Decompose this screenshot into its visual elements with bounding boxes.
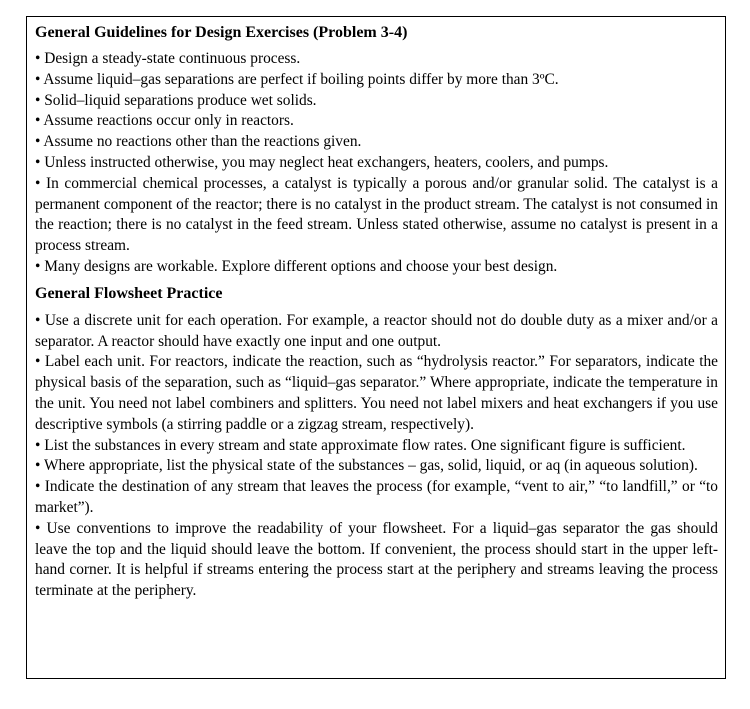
flowsheet-list bbox=[35, 311, 718, 602]
guidelines-list bbox=[35, 49, 718, 278]
list-item: • Assume reactions occur only in reactors. bbox=[35, 112, 294, 130]
section-title-flowsheet: General Flowsheet Practice bbox=[35, 284, 223, 302]
list-item: • Label each unit. For reactors, indicate the reaction, such as “hydrolysis reactor.” For separators, indicate the physical basis of the separation, such as “liquid–gas separator.” Where appropriate, indicate the temperature in the unit. You need not label combiners and splitters. You need not label mixers and heat exchangers if you use descriptive symbols (a stirring paddle or a zigzag stream, respectively). bbox=[35, 353, 718, 433]
list-item: • Indicate the destination of any stream that leaves the process (for example, “vent to air,” “to landfill,” or “to market”). bbox=[35, 478, 718, 516]
guidelines-box bbox=[26, 16, 726, 679]
list-item: • Where appropriate, list the physical state of the substances – gas, solid, liquid, or aq (in aqueous solution). bbox=[35, 457, 698, 475]
list-item: • List the substances in every stream and state approximate flow rates. One significant figure is sufficient. bbox=[35, 436, 686, 454]
list-item: • Unless instructed otherwise, you may neglect heat exchangers, heaters, coolers, and pumps. bbox=[35, 153, 609, 171]
list-item: • Use a discrete unit for each operation. For example, a reactor should not do double duty as a mixer and/or a separator. A reactor should have exactly one input and one output. bbox=[35, 311, 718, 350]
list-item: • Solid–liquid separations produce wet solids. bbox=[35, 91, 317, 109]
list-item: • Assume liquid–gas separations are perfect if boiling points differ by more than 3ºC. bbox=[35, 70, 559, 88]
list-item: • Many designs are workable. Explore different options and choose your best design. bbox=[35, 257, 558, 275]
section-title-guidelines: General Guidelines for Design Exercises (Problem 3-4) bbox=[35, 24, 408, 41]
list-item: • Use conventions to improve the readability of your flowsheet. For a liquid–gas separator the gas should leave the top and the liquid should leave the bottom. If convenient, the process should start in the upper left-hand corner. It is helpful if streams entering the process start at the periphery and streams leaving the process terminate at the periphery. bbox=[35, 519, 718, 600]
list-item: • Assume no reactions other than the reactions given. bbox=[35, 133, 362, 151]
list-item: • In commercial chemical processes, a catalyst is typically a porous and/or granular solid. The catalyst is a permanent component of the reactor; there is no catalyst in the product stream. The catalyst is not consumed in the reaction; there is no catalyst in the feed stream. Unless stated otherwise, assume no catalyst is present in a process stream. bbox=[35, 174, 718, 255]
list-item: • Design a steady-state continuous process. bbox=[35, 50, 301, 67]
